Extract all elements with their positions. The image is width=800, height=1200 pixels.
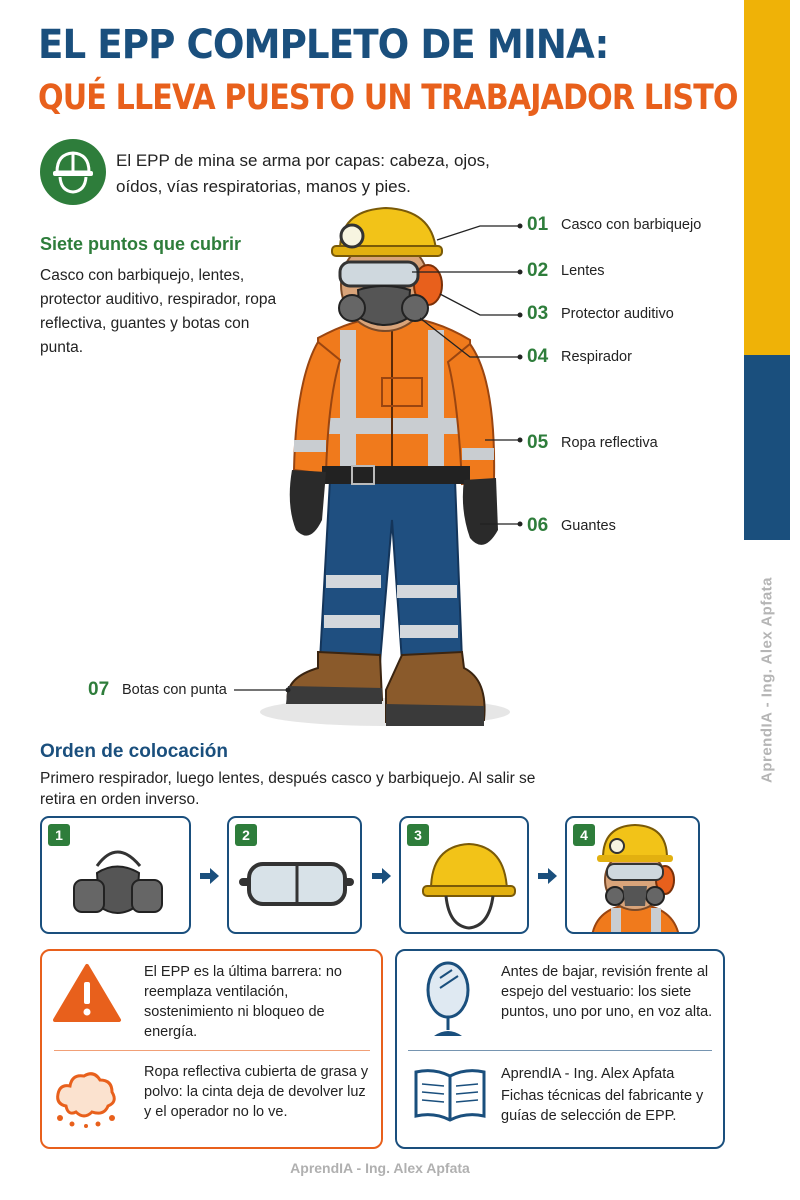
dust-cloud-icon <box>50 1064 122 1130</box>
source-text: Fichas técnicas del fabricante y guías de selección de EPP. <box>501 1088 704 1124</box>
callout-casco: 01 Casco con barbiquejo <box>527 214 702 235</box>
order-text: Primero respirador, luego lentes, después casco y barbiquejo. Al salir se retira en orden inverso. <box>40 770 536 808</box>
callout-respirador: 04 Respirador <box>527 346 632 367</box>
step-2-badge: 2 <box>235 824 257 846</box>
footer-credit: AprendIA - Ing. Alex Apfata <box>290 1160 470 1176</box>
mirror-icon <box>418 958 478 1042</box>
step-1-card <box>40 816 191 934</box>
source-title: AprendIA - Ing. Alex Apfata <box>501 1066 675 1082</box>
mirror-text: Antes de bajar, revisión frente al espejo del vestuario: los siete puntos, uno por uno, en voz alta. <box>501 964 713 1020</box>
section-heading-order: Orden de colocación <box>40 741 228 762</box>
arrow-right-icon <box>536 866 558 886</box>
points-description: Casco con barbiquejo, lentes, protector auditivo, respirador, ropa reflectiva, guantes y botas con punta. <box>40 267 277 356</box>
side-stripe-blue <box>744 355 790 540</box>
divider <box>408 1050 712 1051</box>
warning-text: El EPP es la última barrera: no reemplaza ventilación, sostenimiento ni bloqueo de energía. <box>144 964 342 1040</box>
callout-ropa-reflectiva: 05 Ropa reflectiva <box>527 432 658 453</box>
arrow-right-icon <box>198 866 220 886</box>
dust-text: Ropa reflectiva cubierta de grasa y polvo: la cinta deja de devolver luz y el operador no lo ve. <box>144 1064 369 1120</box>
side-stripe-yellow <box>744 0 790 355</box>
warning-icon <box>52 962 122 1024</box>
section-heading-points: Siete puntos que cubrir <box>40 234 242 254</box>
callout-guantes: 06 Guantes <box>527 515 616 536</box>
page-title-line2: QUÉ LLEVA PUESTO UN TRABAJADOR LISTO <box>38 78 738 118</box>
callout-botas: 07 Botas con punta <box>88 679 227 700</box>
step-4-badge: 4 <box>573 824 595 846</box>
step-3-card <box>399 816 529 934</box>
open-book-icon <box>410 1066 490 1124</box>
callout-lentes: 02 Lentes <box>527 260 605 281</box>
side-credit: AprendIA - Ing. Alex Apfata <box>758 576 776 784</box>
step-2-card <box>227 816 362 934</box>
step-1-badge: 1 <box>48 824 70 846</box>
step-3-badge: 3 <box>407 824 429 846</box>
helmet-worker-icon <box>40 139 106 205</box>
step-4-card <box>565 816 700 934</box>
callout-protector-auditivo: 03 Protector auditivo <box>527 303 674 324</box>
intro-text: El EPP de mina se arma por capas: cabeza, ojos, oídos, vías respiratorias, manos y pies. <box>116 151 490 196</box>
worker-illustration <box>0 200 740 745</box>
page-title-line1: EL EPP COMPLETO DE MINA: <box>38 22 609 68</box>
arrow-right-icon <box>370 866 392 886</box>
divider <box>54 1050 370 1051</box>
